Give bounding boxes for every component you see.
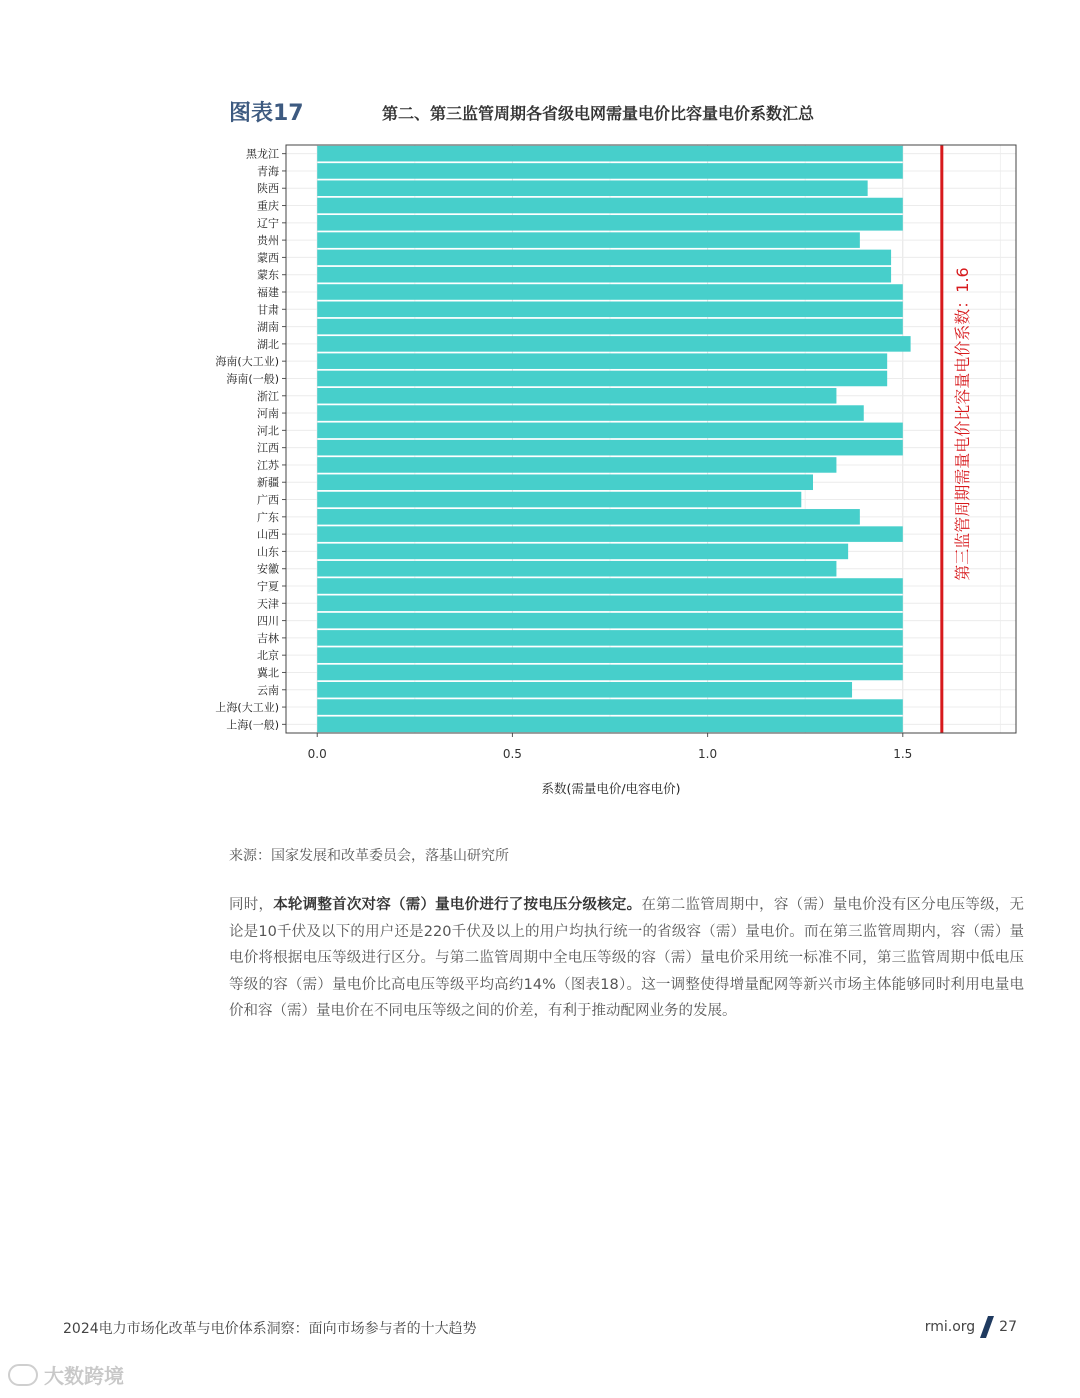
category-label: 冀北 <box>257 666 279 680</box>
category-label: 辽宁 <box>257 216 279 230</box>
category-label: 福建 <box>257 286 279 299</box>
category-label: 河南 <box>257 407 279 421</box>
bar <box>317 163 903 179</box>
bar <box>317 613 903 629</box>
bar <box>317 457 836 473</box>
bar <box>317 405 864 421</box>
reference-line-label: 第三监管周期需量电价比容量电价系数：1.6 <box>952 267 972 581</box>
bar <box>317 578 903 594</box>
category-label: 新疆 <box>257 476 279 490</box>
bar <box>317 353 887 369</box>
x-axis-title: 系数(需量电价/电容电价) <box>541 781 681 796</box>
category-label: 宁夏 <box>257 580 279 593</box>
bar <box>317 284 903 300</box>
category-label: 青海 <box>257 164 279 178</box>
watermark-logo-icon <box>8 1364 38 1386</box>
x-tick-label: 1.0 <box>698 747 718 761</box>
bar <box>317 440 903 456</box>
category-label: 山东 <box>257 545 279 559</box>
category-label: 河北 <box>257 424 279 438</box>
category-label: 江西 <box>257 441 279 455</box>
category-label: 蒙东 <box>257 268 279 282</box>
bar <box>317 336 910 352</box>
bar <box>317 630 903 646</box>
bar <box>317 544 848 560</box>
category-label: 贵州 <box>257 234 279 248</box>
watermark <box>8 1360 124 1389</box>
category-label: 吉林 <box>257 631 279 645</box>
bar <box>317 319 903 335</box>
footer-report-title: 2024电力市场化改革与电价体系洞察：面向市场参与者的十大趋势 <box>63 1321 477 1337</box>
category-label: 上海(一般) <box>226 718 279 732</box>
body-bold: 本轮调整首次对容（需）量电价进行了按电压分级核定。 <box>273 897 642 913</box>
bar <box>317 302 903 318</box>
body-paragraph <box>229 892 1024 1025</box>
footer-site <box>925 1316 1017 1338</box>
category-label: 黑龙江 <box>246 147 279 161</box>
category-label: 陕西 <box>257 182 279 196</box>
category-label: 江苏 <box>257 458 279 472</box>
category-label: 湖北 <box>257 337 279 351</box>
bar <box>317 474 813 490</box>
site-link[interactable]: rmi.org <box>924 1319 976 1335</box>
bar <box>317 215 903 231</box>
bar <box>317 526 903 542</box>
slash-icon <box>980 1316 994 1338</box>
bar <box>317 647 903 663</box>
bar <box>317 423 903 439</box>
category-label: 广东 <box>257 510 279 524</box>
category-label: 四川 <box>257 614 279 628</box>
bar <box>317 371 887 387</box>
bar <box>317 180 867 196</box>
bar <box>317 198 903 214</box>
category-label: 湖南 <box>257 320 279 334</box>
category-label: 甘肃 <box>257 303 279 317</box>
source-note: 来源：国家发展和改革委员会，落基山研究所 <box>229 848 509 864</box>
bar <box>317 267 891 283</box>
bar <box>317 492 801 508</box>
bar <box>317 717 903 733</box>
bar <box>317 682 852 698</box>
category-label: 浙江 <box>257 389 279 403</box>
bar <box>317 232 860 248</box>
bar <box>317 388 836 404</box>
bar <box>317 596 903 612</box>
bar <box>317 699 903 715</box>
bar <box>317 665 903 681</box>
category-label: 重庆 <box>257 199 279 213</box>
category-label: 安徽 <box>257 562 279 576</box>
bar <box>317 561 836 577</box>
page-number: 27 <box>999 1319 1017 1335</box>
body-lead: 同时， <box>229 897 274 913</box>
figure-label: 图表17 <box>229 101 304 126</box>
category-label: 广西 <box>257 493 279 507</box>
bar <box>317 509 860 525</box>
category-label: 天津 <box>257 597 279 611</box>
category-label: 北京 <box>257 649 279 663</box>
body-rest: 在第二监管周期中，容（需）量电价没有区分电压等级，无论是10千伏及以下的用户还是220千伏及以上的用户均执行统一的省级容（需）量电价。而在第三监管周期内，容（需）量电价将根据电压等级进行区分。与第二监管周期中全电压等级的容（需）量电价采用统一标准不同，第三监管周期中低电压等级的容（需）量电价比高电压等级平均高约14%（图表18）。这一调整使得增量配网等新兴市场主体能够同时利用电量电价和容（需）量电价在不同电压等级之间的价差，有利于推动配网业务的发展。 <box>229 897 1025 1019</box>
category-label: 蒙西 <box>257 251 279 265</box>
category-label: 上海(大工业) <box>215 701 279 715</box>
chart-title: 第二、第三监管周期各省级电网需量电价比容量电价系数汇总 <box>382 104 815 123</box>
category-label: 山西 <box>257 528 279 542</box>
category-label: 海南(大工业) <box>215 355 279 369</box>
category-label: 云南 <box>257 683 279 697</box>
x-tick-label: 1.5 <box>893 747 913 761</box>
watermark-text: 大数跨境 <box>44 1364 124 1388</box>
x-tick-label: 0.5 <box>502 747 522 761</box>
x-tick-label: 0.0 <box>307 747 327 761</box>
bar <box>317 146 903 162</box>
bar <box>317 250 891 266</box>
category-label: 海南(一般) <box>226 372 279 386</box>
